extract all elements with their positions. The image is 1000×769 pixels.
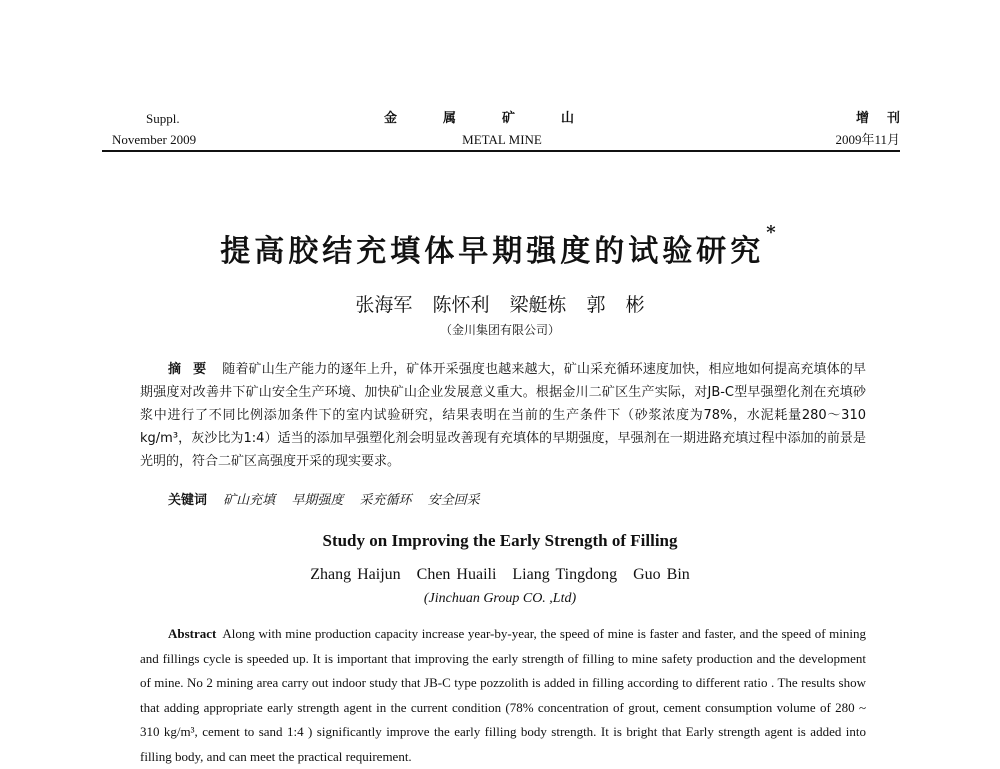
supplement-label-cn: 增刊	[855, 111, 918, 126]
header-right	[835, 108, 918, 150]
journal-header	[112, 108, 918, 150]
abstract-en-text: Along with mine production capacity increase year-by-year, the speed of mine is faster and faster, and the speed of mining and fillings cycle is speeded up. It is important that improving the early strength of filling to mine safety production and the development of mine. No 2 mining area carry out indoor study that JB-C type pozzolith is added in filling according to different ratio . The results show that adding appropriate early strength agent in the current condition (78% concentration of grout, cement consumption volume of 280 ~ 310 kg/m³, cement to sand 1:4 ) significantly improve the early filling body strength. It is bright that Early strength agent is added into filling body, and can meet the practical requirement.	[140, 626, 866, 764]
keyword: 采充循环	[359, 493, 412, 508]
author-en: Chen Huaili	[416, 566, 497, 583]
issue-date-en: November 2009	[112, 132, 197, 147]
journal-name-cn: 金属矿山	[383, 111, 620, 126]
keywords-cn-label: 关键词	[168, 493, 208, 508]
keyword: 矿山充填	[223, 493, 276, 508]
keywords-cn	[168, 489, 492, 508]
abstract-cn-text: 随着矿山生产能力的逐年上升，矿体开采强度也越来越大，矿山采充循环速度加快，相应地如何提高充填体的早期强度对改善井下矿山安全生产环境、加快矿山企业发展意义重大。根据金川二矿区生产实际，对JB-C型早强塑化剂在充填砂浆中进行了不同比例添加条件下的室内试验研究，结果表明在当前的生产条件下（砂浆浓度为78%，水泥耗量280～310 kg/m³，灰沙比为1:4）适当的添加早强塑化剂会明显改善现有充填体的早期强度，早强剂在一期进路充填过程中添加的前景是光明的，符合二矿区高强度开采的现实要求。	[140, 362, 866, 469]
affiliation-cn: （金川集团有限公司）	[439, 323, 560, 337]
supplement-label: Suppl.	[146, 111, 180, 126]
abstract-cn-label: 摘要	[168, 362, 219, 377]
abstract-en-label: Abstract	[168, 626, 217, 641]
paper-title-en: Study on Improving the Early Strength of Filling	[322, 531, 678, 550]
header-left	[112, 108, 196, 150]
paper-title-cn-text: 提高胶结充填体早期强度的试验研究	[220, 234, 765, 269]
author-en: Liang Tingdong	[512, 566, 618, 583]
header-center	[382, 108, 622, 150]
affiliation-en: (Jinchuan Group CO. ,Ltd)	[423, 591, 577, 606]
authors-en	[0, 566, 1000, 584]
issue-date-cn: 2009年11月	[835, 132, 900, 147]
author-en: Zhang Haijun	[310, 566, 401, 583]
title-footnote-mark: *	[766, 222, 780, 243]
authors-cn: 张海军 陈怀利 梁艇栋 郭 彬	[355, 294, 645, 316]
author-en: Guo Bin	[633, 566, 690, 583]
keyword: 早期强度	[291, 493, 344, 508]
abstract-cn	[140, 358, 866, 473]
keyword: 安全回采	[427, 493, 480, 508]
journal-name-en: METAL MINE	[462, 132, 542, 147]
paper-title-cn	[0, 222, 1000, 270]
abstract-en	[140, 622, 866, 769]
header-rule	[102, 150, 900, 152]
